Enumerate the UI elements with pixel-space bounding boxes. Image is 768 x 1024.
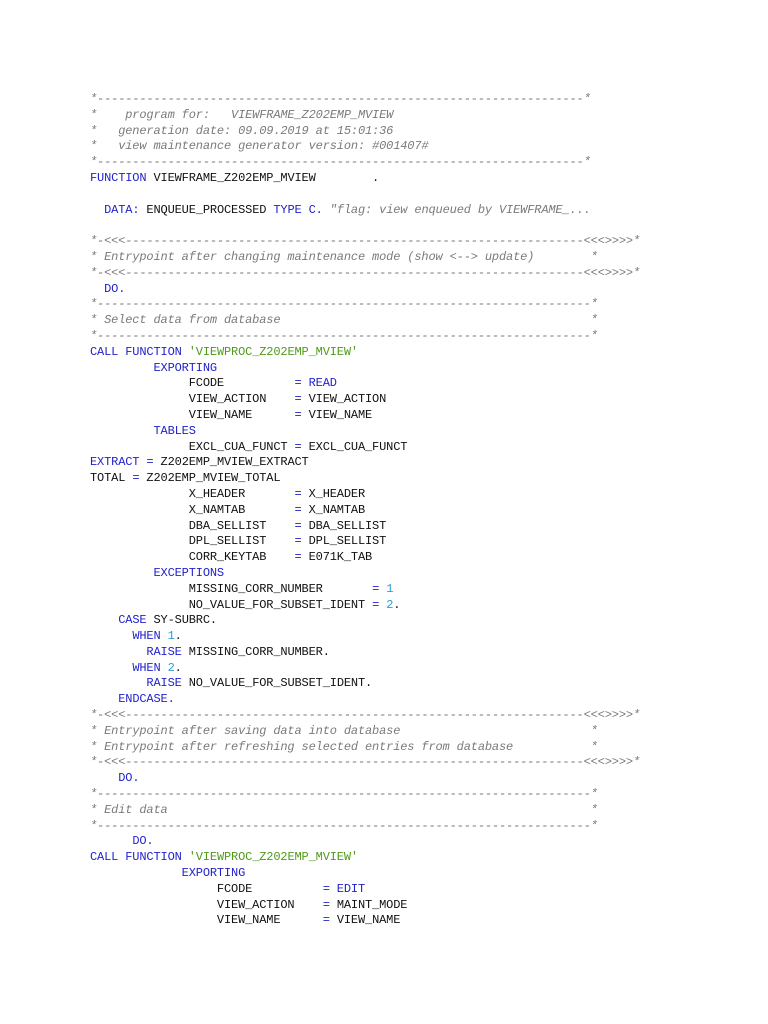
code-line [90,171,640,187]
code-text-segment [90,834,132,848]
keyword-segment: = [372,597,380,612]
code-text-segment: X_NAMTAB [301,502,366,517]
code-line [90,250,640,266]
code-text-segment: Z202EMP_MVIEW_EXTRACT [153,455,309,470]
code-text-segment: Z202EMP_MVIEW_TOTAL [139,471,281,486]
code-line [90,313,640,329]
code-text-segment: DBA_SELLIST [90,518,295,533]
code-line [90,376,640,392]
code-line [90,692,640,708]
keyword-segment: = [322,897,330,912]
code-line [90,913,640,929]
comment-segment: *-<<<-----------------------------------------------------------------<<<>>>>* [90,265,640,280]
code-text-segment: X_HEADER [90,486,295,501]
comment-segment: "flag: view enqueued by VIEWFRAME_... [329,202,591,217]
code-line [90,139,640,155]
keyword-segment: ENDCASE. [118,692,175,707]
code-line [90,392,640,408]
code-text-segment [90,692,118,706]
comment-segment: * program for: VIEWFRAME_Z202EMP_MVIEW [90,107,394,122]
code-line [90,108,640,124]
comment-segment: *---------------------------------------------------------------------* [90,92,591,106]
comment-segment: * view maintenance generator version: #001407# [90,139,429,154]
keyword-segment: = EDIT [322,881,366,896]
code-text-segment [90,282,104,296]
code-text-segment: EXCL_CUA_FUNCT [301,439,408,454]
comment-segment: *-<<<-----------------------------------------------------------------<<<>>>>* [90,755,640,770]
code-text-segment [323,203,330,217]
code-text-segment [90,645,146,659]
code-text-segment [182,850,189,864]
keyword-segment: EXPORTING [181,866,246,881]
keyword-segment: CASE [118,613,147,628]
code-text-segment [90,661,132,675]
code-text-segment: E071K_TAB [301,550,373,565]
code-line [90,755,640,771]
code-line [90,282,640,298]
code-text-segment: VIEW_ACTION [301,392,387,407]
code-text-segment: VIEW_NAME [329,913,401,928]
code-text-segment: NO_VALUE_FOR_SUBSET_IDENT [90,597,373,612]
code-line [90,882,640,898]
code-text-segment: VIEWFRAME_Z202EMP_MVIEW . [146,170,380,185]
code-line [90,187,640,203]
keyword-segment: CALL FUNCTION [90,344,182,359]
code-text-segment: . [174,660,182,675]
keyword-segment: RAISE [146,676,182,691]
keyword-segment: = [294,518,302,533]
code-line [90,613,640,629]
keyword-segment: = [294,392,302,407]
keyword-segment: = [294,534,302,549]
comment-segment: *----------------------------------------------------------------------* [90,818,598,833]
code-line [90,582,640,598]
code-line [90,266,640,282]
code-text-segment [161,629,168,643]
keyword-segment: EXCEPTIONS [153,565,224,580]
number-literal-segment: 2 [167,660,175,675]
code-text-segment: EXCL_CUA_FUNCT [90,439,295,454]
number-literal-segment: 2 [386,597,394,612]
keyword-segment: = [132,471,140,486]
code-text-segment: DPL_SELLIST [301,534,387,549]
keyword-segment: FUNCTION [90,170,147,185]
keyword-segment: DO. [118,771,140,786]
keyword-segment: = [294,486,302,501]
code-line [90,661,640,677]
keyword-segment: DATA: [104,202,140,217]
comment-segment: *---------------------------------------------------------------------* [90,155,591,170]
code-line [90,898,640,914]
code-line [90,566,640,582]
comment-segment: *-<<<-----------------------------------------------------------------<<<>>>>* [90,708,640,723]
code-text-segment [90,771,118,785]
code-line [90,819,640,835]
keyword-segment: TYPE C. [273,202,323,217]
code-line [90,408,640,424]
code-text-segment [90,613,118,627]
code-text-segment: VIEW_NAME [90,407,295,422]
keyword-segment: TABLES [153,423,196,438]
code-text-segment: CORR_KEYTAB [90,550,295,565]
keyword-segment: EXPORTING [153,360,217,375]
code-line [90,455,640,471]
keyword-segment: WHEN [132,629,161,644]
code-text-segment: VIEW_NAME [90,913,323,928]
keyword-segment: RAISE [146,644,182,659]
code-line [90,534,640,550]
code-text-segment: ENQUEUE_PROCESSED [139,202,274,217]
code-line [90,598,640,614]
keyword-segment: = [322,913,330,928]
keyword-segment: DO. [132,834,154,849]
code-text-segment: . [393,597,401,612]
code-line [90,550,640,566]
code-line [90,503,640,519]
keyword-segment: = [372,581,380,596]
comment-segment: * Entrypoint after changing maintenance mode (show <--> update) * [90,249,598,264]
comment-segment: *----------------------------------------------------------------------* [90,297,598,312]
comment-segment: * generation date: 09.09.2019 at 15:01:36 [90,123,394,138]
comment-segment: * Entrypoint after saving data into database * [90,723,598,738]
code-text-segment: VIEW_NAME [301,407,373,422]
code-line [90,708,640,724]
keyword-segment: = [294,407,302,422]
keyword-segment: = [294,502,302,517]
string-literal-segment: 'VIEWPROC_Z202EMP_MVIEW' [188,344,358,359]
code-text-segment: FCODE [90,376,295,391]
code-line [90,771,640,787]
keyword-segment: = [146,455,154,470]
code-line [90,361,640,377]
code-text-segment [182,345,189,359]
code-line [90,203,640,219]
keyword-segment: CALL FUNCTION [90,850,182,865]
code-line [90,218,640,234]
code-text-segment [90,424,153,438]
code-line [90,787,640,803]
code-text-segment: NO_VALUE_FOR_SUBSET_IDENT. [181,676,373,691]
code-line [90,850,640,866]
code-text-segment: DPL_SELLIST [90,534,295,549]
code-line [90,645,640,661]
string-literal-segment: 'VIEWPROC_Z202EMP_MVIEW' [188,850,358,865]
comment-segment: * Entrypoint after refreshing selected entries from database * [90,739,598,754]
comment-segment: * Select data from database * [90,313,598,328]
abap-code-listing [90,92,640,929]
code-line [90,92,640,108]
code-text-segment [161,661,168,675]
comment-segment: *----------------------------------------------------------------------* [90,787,598,802]
code-line [90,803,640,819]
code-text-segment: SY-SUBRC. [146,613,217,628]
code-line [90,234,640,250]
number-literal-segment: 1 [386,581,394,596]
keyword-segment: = READ [294,376,337,391]
comment-segment: *-<<<-----------------------------------------------------------------<<<>>>>* [90,234,640,249]
code-line [90,124,640,140]
code-text-segment [90,566,153,580]
keyword-segment: = [294,550,302,565]
comment-segment: * Edit data * [90,802,598,817]
code-text-segment: VIEW_ACTION [90,392,295,407]
code-text-segment [90,629,132,643]
code-line [90,866,640,882]
code-line [90,155,640,171]
code-text-segment: MAINT_MODE [329,897,408,912]
comment-segment: *----------------------------------------------------------------------* [90,328,598,343]
code-line [90,297,640,313]
code-line [90,519,640,535]
code-text-segment: X_NAMTAB [90,502,295,517]
code-text-segment [90,676,146,690]
code-line [90,345,640,361]
code-text-segment: X_HEADER [301,486,366,501]
keyword-segment: DO. [104,281,126,296]
keyword-segment: EXTRACT [90,455,140,470]
code-text-segment: . [174,629,182,644]
code-text-segment: TOTAL [90,471,133,486]
code-line [90,676,640,692]
number-literal-segment: 1 [167,629,175,644]
code-text-segment [90,203,104,217]
code-text-segment [90,361,153,375]
code-text-segment [90,866,182,880]
keyword-segment: WHEN [132,660,161,675]
code-text-segment: VIEW_ACTION [90,897,323,912]
code-text-segment: DBA_SELLIST [301,518,387,533]
code-line [90,724,640,740]
code-line [90,471,640,487]
code-line [90,424,640,440]
code-text-segment: FCODE [90,881,323,896]
code-line [90,740,640,756]
code-text-segment: MISSING_CORR_NUMBER. [181,644,330,659]
code-line [90,329,640,345]
keyword-segment: = [294,439,302,454]
code-text-segment: MISSING_CORR_NUMBER [90,581,373,596]
code-line [90,440,640,456]
code-line [90,834,640,850]
code-line [90,487,640,503]
code-line [90,629,640,645]
